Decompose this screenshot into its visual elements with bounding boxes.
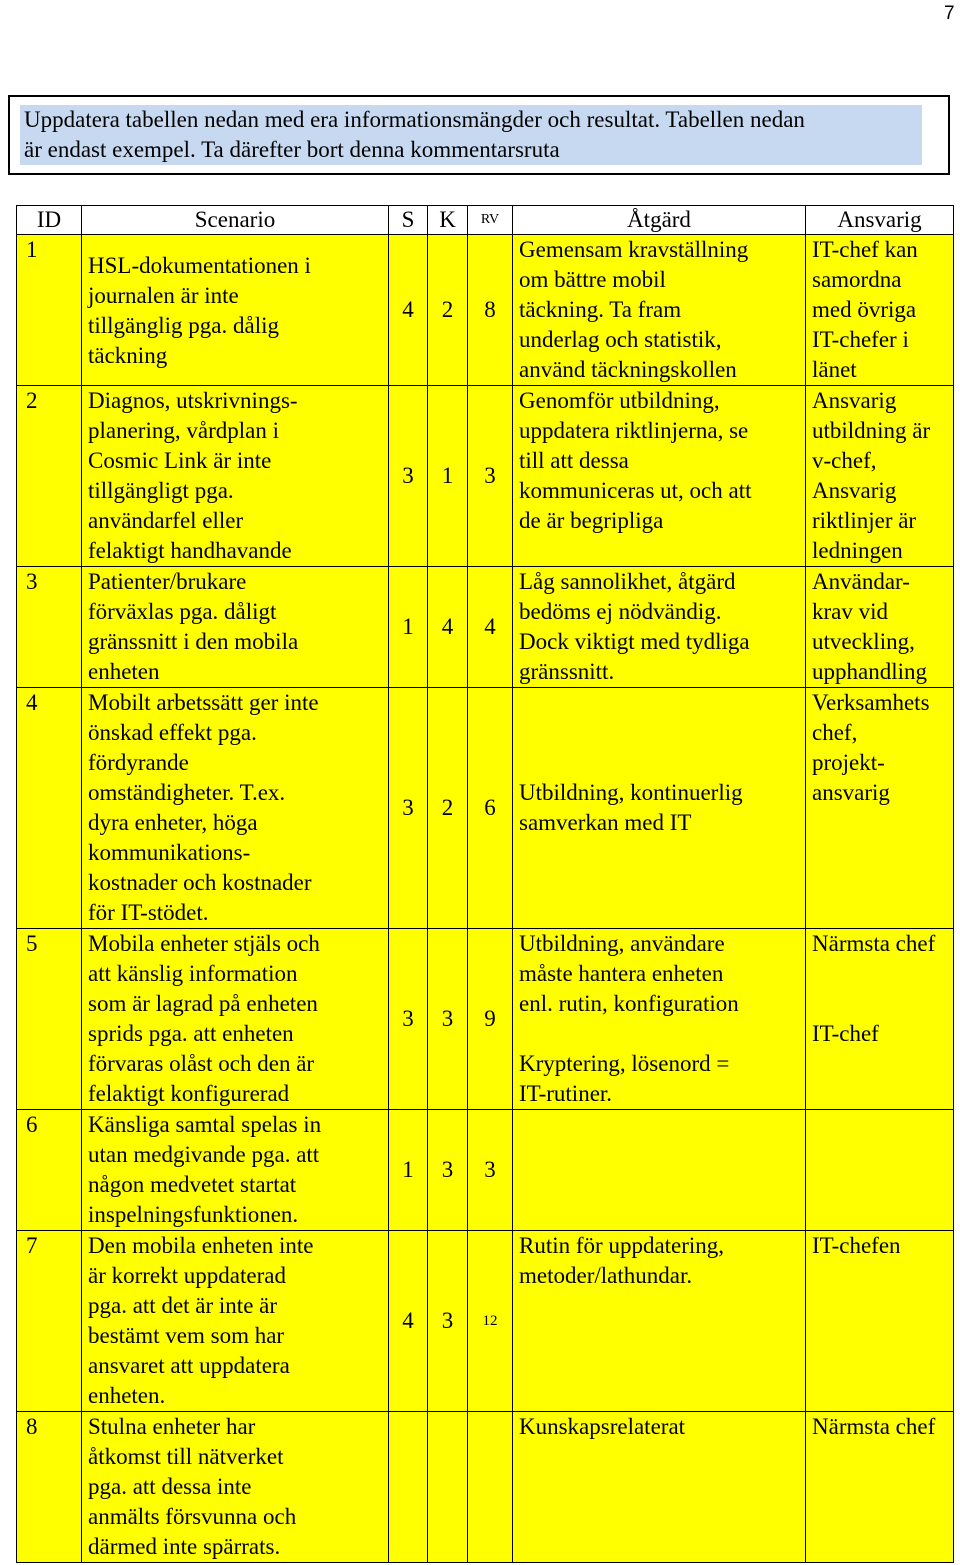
cell-rv: 3	[468, 1110, 513, 1231]
cell-responsible: Användar- krav vid utveckling, upphandling	[806, 567, 954, 688]
cell-id: 2	[17, 386, 82, 567]
cell-scenario: Känsliga samtal spelas in utan medgivande pga. att någon medvetet startat inspelningsfunktionen.	[82, 1110, 389, 1231]
cell-k	[428, 1412, 468, 1563]
header-k: K	[428, 206, 468, 235]
cell-k: 4	[428, 567, 468, 688]
cell-s: 1	[389, 1110, 428, 1231]
cell-scenario: Patienter/brukare förväxlas pga. dåligt gränssnitt i den mobila enheten	[82, 567, 389, 688]
risk-table	[16, 205, 954, 1563]
cell-rv: 12	[468, 1231, 513, 1412]
cell-action: Rutin för uppdatering, metoder/lathundar.	[513, 1231, 806, 1412]
cell-responsible: IT-chefen	[806, 1231, 954, 1412]
header-responsible: Ansvarig	[806, 206, 954, 235]
cell-responsible	[806, 1110, 954, 1231]
cell-responsible: IT-chef kan samordna med övriga IT-chefer i länet	[806, 235, 954, 386]
table-row	[17, 1231, 954, 1412]
table-row	[17, 688, 954, 929]
cell-s: 1	[389, 567, 428, 688]
cell-id: 4	[17, 688, 82, 929]
page-number: 7	[944, 3, 955, 24]
cell-s: 4	[389, 1231, 428, 1412]
cell-action: Kunskapsrelaterat	[513, 1412, 806, 1563]
table-row	[17, 1412, 954, 1563]
cell-id: 5	[17, 929, 82, 1110]
cell-action: Låg sannolikhet, åtgärd bedöms ej nödvändig. Dock viktigt med tydliga gränssnitt.	[513, 567, 806, 688]
header-action: Åtgärd	[513, 206, 806, 235]
cell-k: 2	[428, 688, 468, 929]
cell-s	[389, 1412, 428, 1563]
cell-scenario: Diagnos, utskrivnings- planering, vårdplan i Cosmic Link är inte tillgängligt pga. användarfel eller felaktigt handhavande	[82, 386, 389, 567]
cell-s: 3	[389, 386, 428, 567]
cell-scenario: Mobilt arbetssätt ger inte önskad effekt pga. fördyrande omständigheter. T.ex. dyra enheter, höga kommunikations- kostnader och kostnader för IT-stödet.	[82, 688, 389, 929]
cell-responsible: Verksamhets chef, projekt- ansvarig	[806, 688, 954, 929]
comment-line-1: Uppdatera tabellen nedan med era informationsmängder och resultat. Tabellen nedan	[24, 107, 805, 132]
table-row	[17, 929, 954, 1110]
cell-action	[513, 1110, 806, 1231]
cell-scenario: Mobila enheter stjäls och att känslig information som är lagrad på enheten sprids pga. att enheten förvaras olåst och den är felaktigt konfigurerad	[82, 929, 389, 1110]
cell-action: Utbildning, kontinuerlig samverkan med IT	[513, 688, 806, 929]
table-row	[17, 1110, 954, 1231]
cell-k: 3	[428, 1110, 468, 1231]
cell-responsible: Närmsta chef	[806, 1412, 954, 1563]
cell-rv: 4	[468, 567, 513, 688]
cell-action: Utbildning, användare måste hantera enheten enl. rutin, konfiguration Kryptering, lösenord = IT-rutiner.	[513, 929, 806, 1110]
cell-scenario: Stulna enheter har åtkomst till nätverket pga. att dessa inte anmälts försvunna och därmed inte spärrats.	[82, 1412, 389, 1563]
comment-line-2: är endast exempel. Ta därefter bort denna kommentarsruta	[24, 137, 560, 162]
header-rv: RV	[468, 206, 513, 235]
cell-rv: 6	[468, 688, 513, 929]
header-s: S	[389, 206, 428, 235]
cell-responsible: Närmsta chef IT-chef	[806, 929, 954, 1110]
cell-action: Gemensam kravställning om bättre mobil täckning. Ta fram underlag och statistik, använd täckningskollen	[513, 235, 806, 386]
cell-k: 2	[428, 235, 468, 386]
cell-s: 3	[389, 688, 428, 929]
cell-id: 1	[17, 235, 82, 386]
header-scenario: Scenario	[82, 206, 389, 235]
comment-text	[20, 105, 922, 165]
cell-rv: 8	[468, 235, 513, 386]
cell-id: 6	[17, 1110, 82, 1231]
cell-s: 3	[389, 929, 428, 1110]
cell-s: 4	[389, 235, 428, 386]
cell-id: 7	[17, 1231, 82, 1412]
header-id: ID	[17, 206, 82, 235]
cell-responsible: Ansvarig utbildning är v-chef, Ansvarig riktlinjer är ledningen	[806, 386, 954, 567]
cell-rv	[468, 1412, 513, 1563]
cell-id: 8	[17, 1412, 82, 1563]
table-row	[17, 567, 954, 688]
cell-scenario: Den mobila enheten inte är korrekt uppdaterad pga. att det är inte är bestämt vem som har ansvaret att uppdatera enheten.	[82, 1231, 389, 1412]
table-row	[17, 386, 954, 567]
table-row	[17, 235, 954, 386]
cell-scenario: HSL-dokumentationen i journalen är inte tillgänglig pga. dålig täckning	[82, 235, 389, 386]
cell-k: 3	[428, 929, 468, 1110]
cell-action: Genomför utbildning, uppdatera riktlinjerna, se till att dessa kommuniceras ut, och att de är begripliga	[513, 386, 806, 567]
cell-k: 3	[428, 1231, 468, 1412]
cell-id: 3	[17, 567, 82, 688]
cell-rv: 9	[468, 929, 513, 1110]
comment-box	[8, 95, 950, 175]
cell-rv: 3	[468, 386, 513, 567]
header-row	[17, 206, 954, 235]
cell-k: 1	[428, 386, 468, 567]
